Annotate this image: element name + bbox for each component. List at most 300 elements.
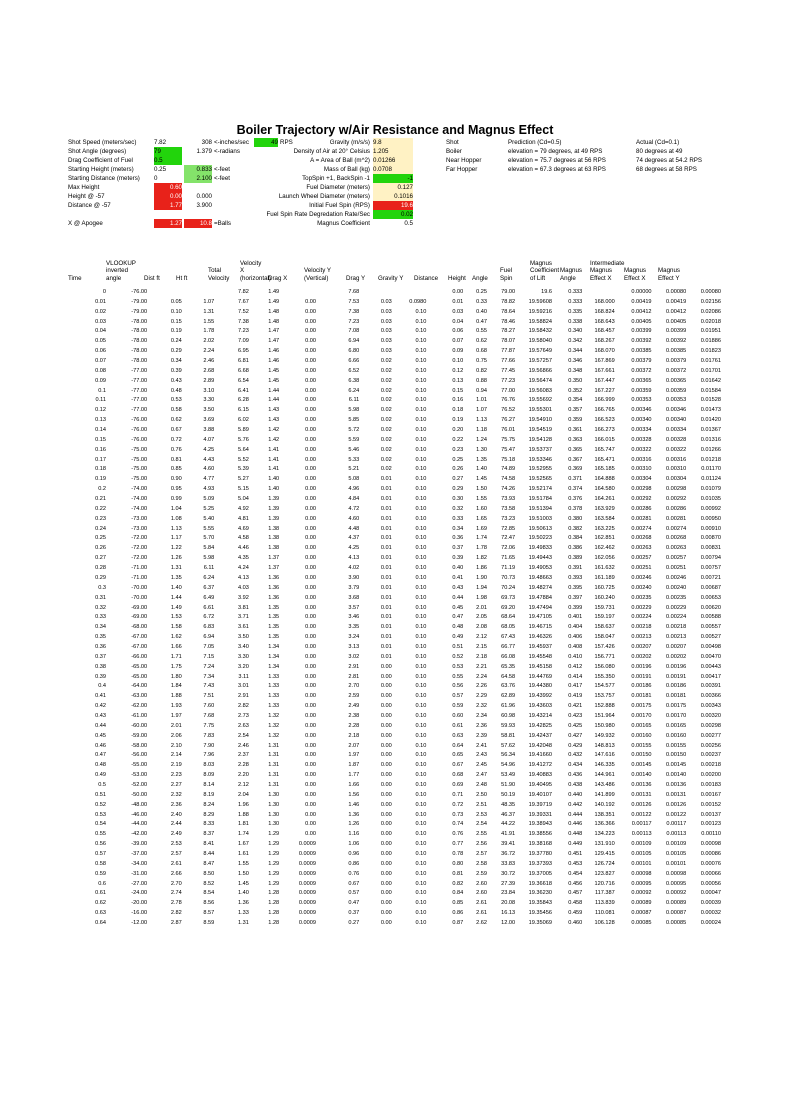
radians-unit: <-radians xyxy=(214,148,240,155)
table-cell: 0.03 xyxy=(380,348,392,355)
table-cell: 1.01 xyxy=(476,397,488,404)
table-cell: 0.00 xyxy=(305,683,316,690)
table-cell: 1.30 xyxy=(476,446,488,453)
shot-angle-value[interactable]: 79 xyxy=(154,147,182,156)
table-cell: 0.00 xyxy=(380,791,392,798)
table-cell: 0.33 xyxy=(95,614,106,621)
table-cell: 4.96 xyxy=(348,486,360,493)
table-cell: 0.00353 xyxy=(665,397,687,404)
table-cell: 2.61 xyxy=(170,860,182,867)
table-cell: 6.24 xyxy=(348,387,360,394)
table-cell: 0.21 xyxy=(95,496,106,503)
table-cell: 0.2 xyxy=(98,486,106,493)
table-cell: 150.980 xyxy=(594,722,615,729)
table-cell: 5.84 xyxy=(203,545,215,552)
table-cell: 0.00 xyxy=(380,703,392,710)
table-cell: -20.00 xyxy=(131,900,148,907)
table-cell: 0.10 xyxy=(415,525,427,532)
table-cell: 5.46 xyxy=(348,446,360,453)
start-height-value[interactable]: 0.25 xyxy=(154,166,167,173)
table-row xyxy=(68,781,722,791)
table-cell: 0.22 xyxy=(452,436,464,443)
table-cell: 1.80 xyxy=(170,673,182,680)
table-cell: 0.34 xyxy=(170,358,182,365)
table-cell: 0.00167 xyxy=(700,791,721,798)
table-cell: 0.00 xyxy=(380,693,392,700)
table-cell: 0.07 xyxy=(95,358,106,365)
table-cell: 19.39719 xyxy=(528,801,552,808)
table-row xyxy=(68,820,722,830)
table-cell: 1.48 xyxy=(268,308,280,315)
table-cell: 1.37 xyxy=(268,555,280,562)
table-cell: 117.387 xyxy=(594,890,615,897)
table-cell: 0.00 xyxy=(380,673,392,680)
col-height: Height xyxy=(448,274,466,282)
table-cell: 0.33 xyxy=(452,515,464,522)
table-cell: 19.48274 xyxy=(528,584,552,591)
table-cell: 19.54910 xyxy=(528,417,552,424)
table-cell: 0.69 xyxy=(452,781,464,788)
table-cell: 0.03 xyxy=(452,308,464,315)
table-cell: 20.08 xyxy=(501,900,516,907)
table-cell: 0.47 xyxy=(476,318,488,325)
table-cell: 0.378 xyxy=(568,505,583,512)
table-cell: 0.82 xyxy=(452,880,464,887)
table-cell: 0.00340 xyxy=(665,417,687,424)
table-cell: 0.0009 xyxy=(298,860,316,867)
table-cell: 0.76 xyxy=(348,870,360,877)
table-cell: 0.00117 xyxy=(631,821,652,828)
table-cell: 0.00 xyxy=(305,742,316,749)
table-cell: 163.225 xyxy=(594,525,615,532)
table-cell: 0.63 xyxy=(95,910,106,917)
table-row xyxy=(68,801,722,811)
table-cell: 0.386 xyxy=(568,545,583,552)
table-cell: 19.40107 xyxy=(528,791,552,798)
table-cell: 2.02 xyxy=(203,338,215,345)
table-cell: 1.33 xyxy=(268,683,280,690)
table-cell: 1.28 xyxy=(268,900,280,907)
table-cell: 0.10 xyxy=(415,456,427,463)
table-cell: -76.00 xyxy=(131,289,148,295)
table-cell: 0.02 xyxy=(95,308,106,315)
shot-speed-inches-unit: <-inches/sec xyxy=(214,139,249,146)
table-cell: 0.95 xyxy=(170,486,182,493)
table-cell: 0.02 xyxy=(380,417,392,424)
table-cell: 0.72 xyxy=(452,801,464,808)
table-cell: 0.00150 xyxy=(631,752,652,759)
table-cell: 0.01035 xyxy=(700,496,721,503)
table-cell: 0.40 xyxy=(476,308,488,315)
table-cell: 0.10 xyxy=(415,318,427,325)
table-cell: 4.07 xyxy=(203,436,215,443)
table-cell: 0.06 xyxy=(95,348,106,355)
table-cell: 19.50223 xyxy=(528,535,552,542)
init-spin-label: Initial Fuel Spin (RPS) xyxy=(309,202,370,209)
table-cell: 2.39 xyxy=(476,732,488,739)
table-cell: 2.54 xyxy=(476,821,488,828)
table-cell: 0.00066 xyxy=(700,870,721,877)
table-cell: 1.49 xyxy=(268,298,280,305)
table-cell: 3.46 xyxy=(348,614,360,621)
table-cell: 1.36 xyxy=(237,900,249,907)
table-cell: 0.00910 xyxy=(700,525,721,532)
table-cell: 0.10 xyxy=(415,860,427,867)
table-cell: 1.93 xyxy=(170,703,182,710)
table-cell: 0.00191 xyxy=(631,673,652,680)
table-cell: 0.406 xyxy=(568,634,583,641)
table-cell: 0.56 xyxy=(452,683,464,690)
fuel-diam-value[interactable]: 0.127 xyxy=(373,183,413,192)
table-cell: 2.08 xyxy=(476,624,488,631)
table-cell: 7.43 xyxy=(203,683,215,690)
table-cell: 1.32 xyxy=(268,712,280,719)
table-cell: 0.68 xyxy=(476,348,488,355)
table-cell: 1.44 xyxy=(268,397,280,404)
table-cell: -78.00 xyxy=(131,338,148,345)
table-cell: 1.40 xyxy=(237,890,249,897)
gravity-value[interactable]: 9.8 xyxy=(373,138,413,147)
spin-degr-value[interactable]: 0.02 xyxy=(373,210,413,219)
table-cell: 0.10 xyxy=(415,850,427,857)
table-cell: 2.54 xyxy=(237,732,249,739)
table-row xyxy=(68,732,722,742)
table-cell: 126.724 xyxy=(594,860,615,867)
table-cell: 168.000 xyxy=(594,298,615,305)
table-row xyxy=(68,594,722,604)
table-cell: 0.00235 xyxy=(665,594,687,601)
table-cell: 0.00 xyxy=(305,732,316,739)
balls-unit: =Balls xyxy=(214,220,232,227)
table-cell: 131.910 xyxy=(594,841,615,848)
table-cell: 1.35 xyxy=(476,456,488,463)
table-cell: 0.00794 xyxy=(700,555,721,562)
table-cell: 0.00292 xyxy=(665,496,687,503)
table-cell: 0.29 xyxy=(170,348,182,355)
wheel-diam-value[interactable]: 0.1016 xyxy=(373,192,413,201)
table-cell: 0.99 xyxy=(170,496,182,503)
table-cell: 0.00 xyxy=(380,732,392,739)
table-row xyxy=(68,288,722,298)
table-cell: 76.27 xyxy=(501,417,516,424)
table-cell: 0.00257 xyxy=(665,555,687,562)
table-cell: 0.49 xyxy=(95,772,106,779)
table-cell: 0.90 xyxy=(170,476,182,483)
table-cell: 0.33 xyxy=(476,298,488,305)
table-cell: 0.00 xyxy=(305,525,316,532)
table-cell: 0.15 xyxy=(95,436,106,443)
table-cell: 0.00870 xyxy=(700,535,721,542)
table-cell: 1.39 xyxy=(268,515,280,522)
table-cell: 3.10 xyxy=(203,387,215,394)
table-cell: 2.43 xyxy=(476,752,488,759)
table-cell: 0.10 xyxy=(415,417,427,424)
table-row xyxy=(68,702,722,712)
table-cell: 0.423 xyxy=(568,712,583,719)
table-cell: -74.00 xyxy=(131,496,148,503)
table-cell: 0.27 xyxy=(348,920,360,926)
table-cell: 1.46 xyxy=(268,348,280,355)
table-cell: 0.00298 xyxy=(700,722,721,729)
table-cell: 0.352 xyxy=(568,387,583,394)
table-cell: 2.41 xyxy=(476,742,488,749)
table-cell: 3.02 xyxy=(348,653,360,660)
magnus-coef-value[interactable]: 0.5 xyxy=(404,220,413,227)
table-cell: 1.55 xyxy=(237,860,249,867)
table-cell: 2.46 xyxy=(237,742,249,749)
table-cell: 0.10 xyxy=(415,308,427,315)
table-row xyxy=(68,860,722,870)
table-cell: 136.366 xyxy=(594,821,615,828)
table-cell: 56.34 xyxy=(501,752,516,759)
table-cell: 4.77 xyxy=(203,476,215,483)
table-cell: 2.58 xyxy=(476,860,488,867)
table-cell: 1.30 xyxy=(268,811,280,818)
table-row xyxy=(68,613,722,623)
table-cell: 5.70 xyxy=(203,535,215,542)
table-cell: -76.00 xyxy=(131,417,148,424)
table-cell: 0.05 xyxy=(170,298,182,305)
table-cell: 0.10 xyxy=(415,722,427,729)
table-cell: 0.15 xyxy=(170,318,182,325)
area-label: A = Area of Ball (m^2) xyxy=(310,157,370,164)
table-cell: 1.44 xyxy=(268,387,280,394)
table-cell: 160.240 xyxy=(594,594,615,601)
table-cell: 4.02 xyxy=(348,565,360,572)
table-cell: 1.26 xyxy=(170,555,182,562)
start-dist-value[interactable]: 0 xyxy=(154,175,158,182)
table-cell: 7.05 xyxy=(203,643,215,650)
table-cell: 0.00224 xyxy=(665,614,687,621)
table-cell: 0.85 xyxy=(170,466,182,473)
table-cell: 0.00126 xyxy=(631,801,652,808)
table-cell: 1.24 xyxy=(476,436,488,443)
table-cell: 0.62 xyxy=(170,417,182,424)
table-cell: 0.00202 xyxy=(631,653,652,660)
table-cell: 3.81 xyxy=(237,604,249,611)
table-cell: 163.584 xyxy=(594,515,615,522)
table-cell: 0.0980 xyxy=(409,298,427,305)
table-cell: 0.00392 xyxy=(665,338,687,345)
table-cell: 0.03 xyxy=(380,298,392,305)
table-cell: 19.56474 xyxy=(528,377,552,384)
table-cell: 19.44769 xyxy=(528,673,552,680)
table-cell: 0.27 xyxy=(95,555,106,562)
table-cell: 157.426 xyxy=(594,643,615,650)
prediction-header: Prediction (Cd=0.5) xyxy=(508,139,562,146)
table-cell: 0.04 xyxy=(95,328,106,335)
table-cell: 0.00343 xyxy=(700,703,721,710)
table-cell: 152.888 xyxy=(594,703,615,710)
table-cell: 0.00 xyxy=(380,811,392,818)
table-cell: 0.00757 xyxy=(700,565,721,572)
table-cell: 66.77 xyxy=(501,643,516,650)
table-cell: 0.00032 xyxy=(700,910,721,917)
table-cell: 1.42 xyxy=(268,436,280,443)
col-drag-x: Drag X xyxy=(268,274,288,282)
table-cell: 75.18 xyxy=(501,456,516,463)
topspin-value[interactable]: -1 xyxy=(373,174,413,183)
table-cell: 0.87 xyxy=(452,920,464,926)
table-cell: 0.01 xyxy=(380,574,392,581)
table-cell: 4.93 xyxy=(203,486,215,493)
table-cell: 0.32 xyxy=(95,604,106,611)
table-cell: 1.74 xyxy=(237,831,249,838)
table-cell: 0.63 xyxy=(452,732,464,739)
table-cell: 0.00359 xyxy=(665,387,687,394)
table-row xyxy=(68,643,722,653)
table-cell: 0.00292 xyxy=(631,496,652,503)
table-cell: 6.80 xyxy=(348,348,360,355)
shot-angle-radians: 1.379 xyxy=(196,148,212,155)
table-cell: 0.00417 xyxy=(700,673,721,680)
table-cell: 148.813 xyxy=(594,742,615,749)
table-cell: 0.00 xyxy=(305,436,316,443)
table-cell: 0.00392 xyxy=(631,338,652,345)
table-cell: 0.10 xyxy=(415,791,427,798)
table-cell: 2.07 xyxy=(348,742,360,749)
table-cell: 0.00218 xyxy=(665,624,687,631)
table-cell: 7.82 xyxy=(237,289,249,295)
table-cell: 4.13 xyxy=(348,555,360,562)
table-cell: 7.90 xyxy=(203,742,215,749)
table-cell: 0.00365 xyxy=(631,377,652,384)
table-cell: 4.84 xyxy=(348,496,360,503)
table-row xyxy=(68,465,722,475)
table-cell: 0.94 xyxy=(476,387,488,394)
table-cell: 2.49 xyxy=(170,831,182,838)
table-cell: 1.84 xyxy=(170,683,182,690)
table-cell: 0.00105 xyxy=(665,850,687,857)
table-cell: 1.08 xyxy=(170,515,182,522)
table-cell: 162.851 xyxy=(594,535,615,542)
table-cell: 69.73 xyxy=(501,594,516,601)
table-cell: 1.81 xyxy=(237,821,249,828)
shot-speed-value[interactable]: 7.82 xyxy=(154,139,167,146)
table-row xyxy=(68,682,722,692)
table-cell: 0.354 xyxy=(568,397,583,404)
table-cell: 0.10 xyxy=(415,624,427,631)
table-cell: 0.52 xyxy=(95,801,106,808)
table-cell: 51.90 xyxy=(501,781,516,788)
table-cell: 0.419 xyxy=(568,693,583,700)
area-value[interactable]: 0.01266 xyxy=(373,156,413,165)
table-cell: 0.10 xyxy=(415,545,427,552)
table-cell: 5.52 xyxy=(237,456,249,463)
table-cell: 19.38556 xyxy=(528,831,552,838)
table-cell: 1.88 xyxy=(237,811,249,818)
table-cell: 1.53 xyxy=(170,614,182,621)
table-cell: 7.08 xyxy=(348,328,360,335)
table-cell: -46.00 xyxy=(131,811,148,818)
table-cell: 0.02 xyxy=(380,397,392,404)
table-cell: 0.01079 xyxy=(700,486,721,493)
table-cell: 0.01951 xyxy=(700,328,721,335)
table-cell: 2.60 xyxy=(476,880,488,887)
table-cell xyxy=(360,288,392,298)
table-row xyxy=(68,318,722,328)
table-cell: 0.00412 xyxy=(631,308,652,315)
table-cell: 0.01 xyxy=(95,298,106,305)
table-cell: 0.10 xyxy=(415,663,427,670)
table-cell: 72.06 xyxy=(501,545,516,552)
table-cell: 5.08 xyxy=(348,476,360,483)
table-cell: 0.00379 xyxy=(665,358,687,365)
table-cell: 0.00 xyxy=(305,505,316,512)
table-row xyxy=(68,534,722,544)
table-cell: 0.00 xyxy=(305,427,316,434)
table-cell: 8.29 xyxy=(203,811,215,818)
table-cell: 0.67 xyxy=(452,762,464,769)
table-cell: 2.91 xyxy=(348,663,360,670)
table-cell: 0.25 xyxy=(95,535,106,542)
table-row xyxy=(68,327,722,337)
table-cell: 0.10 xyxy=(415,653,427,660)
table-cell: 0.67 xyxy=(348,880,360,887)
table-cell: 0.00098 xyxy=(700,841,721,848)
init-spin-value: 19.6 xyxy=(373,201,413,210)
dist-57-value: 1.77 xyxy=(154,201,182,210)
table-cell: 0.10 xyxy=(415,920,427,926)
table-cell: 0.414 xyxy=(568,673,583,680)
table-cell: 0.00268 xyxy=(665,535,687,542)
table-row xyxy=(68,692,722,702)
table-cell: 1.40 xyxy=(268,486,280,493)
table-cell: 6.94 xyxy=(348,338,360,345)
table-cell: 0.26 xyxy=(452,466,464,473)
table-cell: 0.32 xyxy=(452,505,464,512)
table-cell: 8.19 xyxy=(203,791,215,798)
table-cell: 0.00 xyxy=(305,318,316,325)
table-cell: 156.080 xyxy=(594,663,615,670)
table-cell: 5.64 xyxy=(237,446,249,453)
density-value[interactable]: 1.205 xyxy=(373,147,413,156)
shot-angle-label: Shot Angle (degrees) xyxy=(68,148,127,155)
table-cell: 19.6 xyxy=(541,289,552,295)
table-cell: 0.77 xyxy=(452,841,464,848)
table-cell: 0.47 xyxy=(452,614,464,621)
table-cell: 2.59 xyxy=(476,870,488,877)
table-cell: 138.351 xyxy=(594,811,615,818)
mass-value[interactable]: 0.0708 xyxy=(373,165,413,174)
table-cell: -62.00 xyxy=(131,703,148,710)
table-cell: 2.36 xyxy=(170,801,182,808)
table-cell: 0.01 xyxy=(380,496,392,503)
drag-coef-value[interactable]: 0.5 xyxy=(154,156,182,165)
table-cell: 0.444 xyxy=(568,811,583,818)
dist-57-feet: 3.900 xyxy=(196,202,212,209)
rps-value[interactable]: 49 xyxy=(254,138,278,147)
table-cell: 0.59 xyxy=(452,703,464,710)
table-row xyxy=(68,850,722,860)
table-cell: 2.28 xyxy=(237,762,249,769)
table-cell: 1.78 xyxy=(203,328,215,335)
table-cell: 2.60 xyxy=(476,890,488,897)
table-cell: 7.38 xyxy=(237,318,249,325)
table-cell: 2.89 xyxy=(203,377,215,384)
table-cell: 2.55 xyxy=(476,831,488,838)
table-cell: 0.00 xyxy=(305,486,316,493)
table-cell: 3.30 xyxy=(237,653,249,660)
table-cell: 0.22 xyxy=(95,505,106,512)
table-cell: 1.50 xyxy=(237,870,249,877)
table-cell: 0.429 xyxy=(568,742,583,749)
table-cell: 0.00 xyxy=(380,781,392,788)
table-cell: 0.12 xyxy=(452,367,464,374)
spin-degr-label: Fuel Spin Rate Degredation Rate/Sec xyxy=(266,211,370,218)
table-cell: 5.04 xyxy=(237,496,249,503)
table-cell: 0.00 xyxy=(305,328,316,335)
